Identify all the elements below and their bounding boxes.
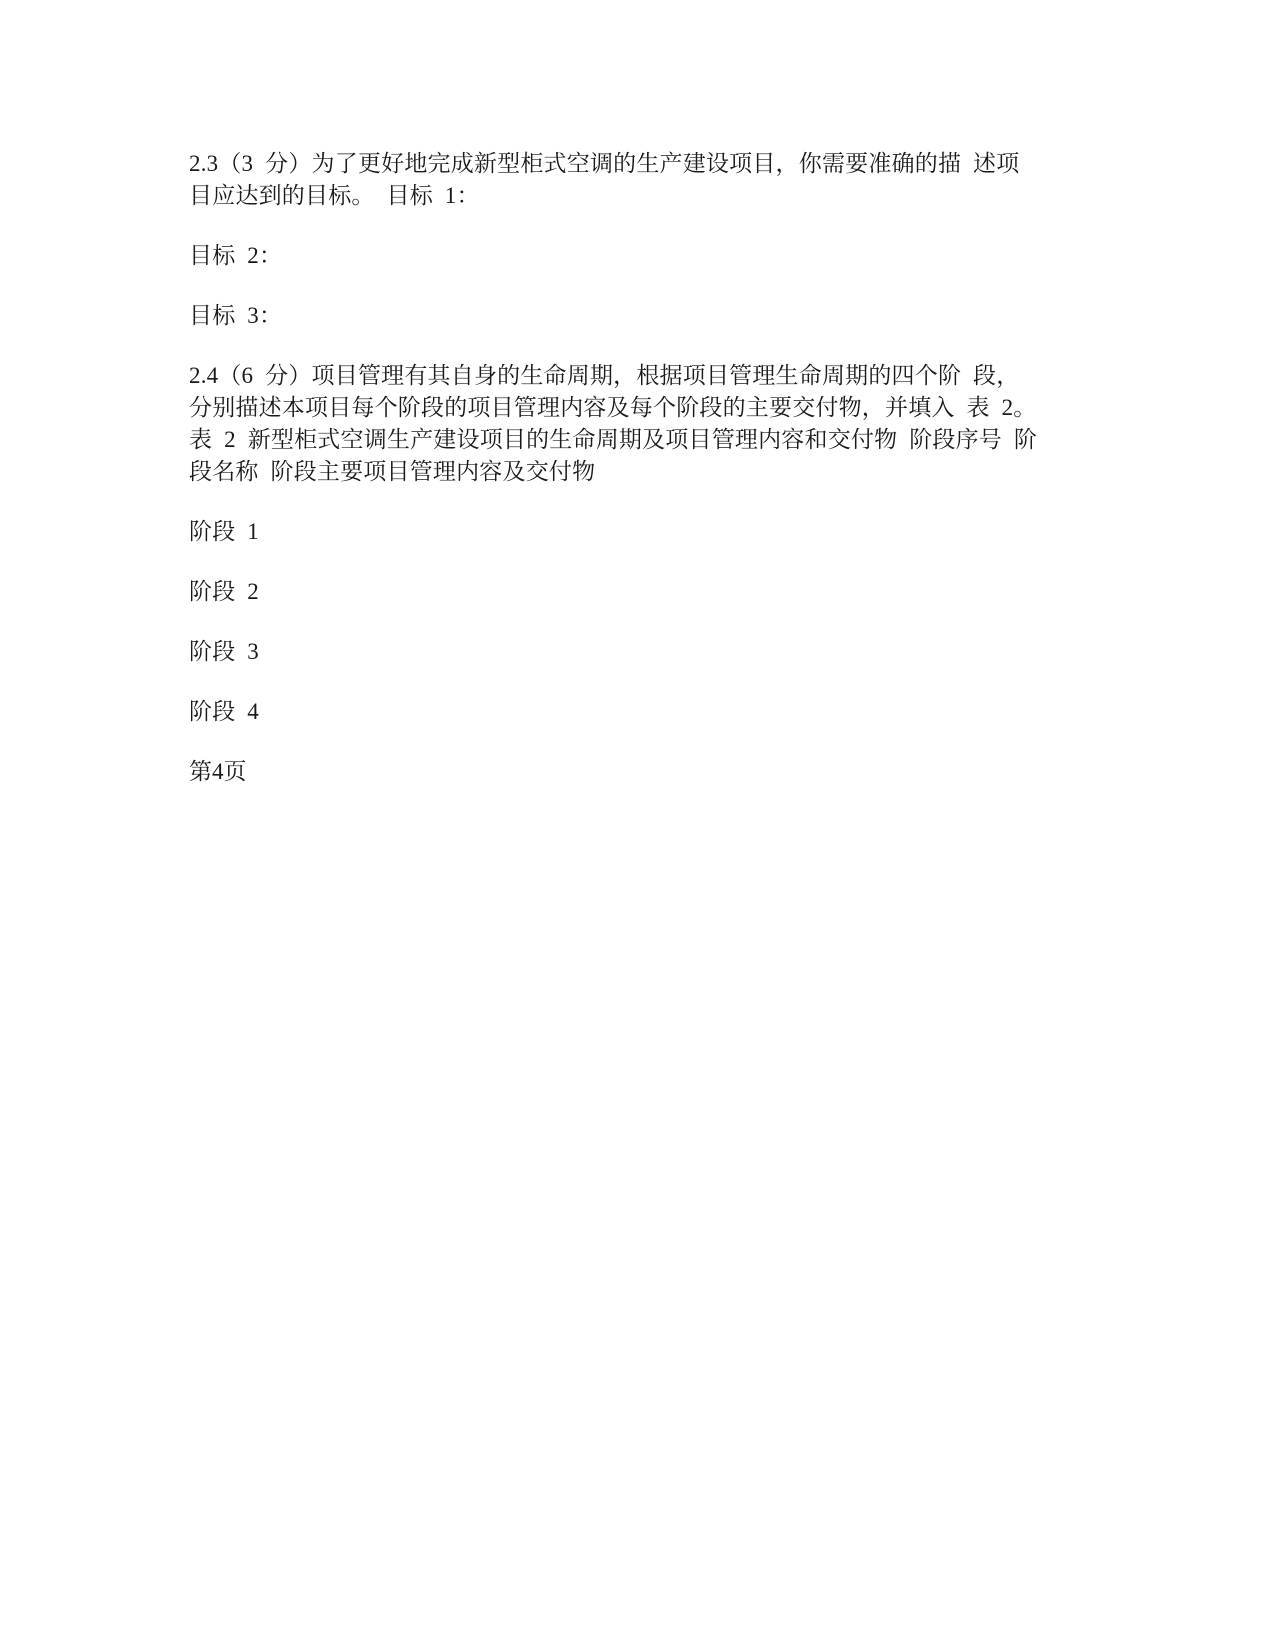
question-2-4-line-3: 表 2 新型柜式空调生产建设项目的生命周期及项目管理内容和交付物 阶段序号 阶 <box>189 427 1038 452</box>
stage-2-label: 阶段 2 <box>189 579 259 604</box>
question-2-3-line-1: 2.3（3 分）为了更好地完成新型柜式空调的生产建设项目，你需要准确的描 述项 <box>189 151 1020 176</box>
stage-1-label: 阶段 1 <box>189 519 259 544</box>
question-2-4-line-4: 段名称 阶段主要项目管理内容及交付物 <box>189 459 596 484</box>
question-2-4-line-1: 2.4（6 分）项目管理有其自身的生命周期，根据项目管理生命周期的四个阶 段， <box>189 363 1020 388</box>
page-number: 第4页 <box>189 759 247 784</box>
page-content <box>189 148 1109 788</box>
question-2-4-line-2: 分别描述本项目每个阶段的项目管理内容及每个阶段的主要交付物，并填入 表 2。 <box>189 395 1037 420</box>
question-2-4 <box>189 360 1109 488</box>
question-2-3-line-2: 目应达到的目标。 目标 1： <box>189 183 480 208</box>
stage-3-label: 阶段 3 <box>189 639 259 664</box>
stage-4-label: 阶段 4 <box>189 699 259 724</box>
question-2-3 <box>189 148 1109 212</box>
goal-2-label: 目标 2： <box>189 243 283 268</box>
goal-3-label: 目标 3： <box>189 303 283 328</box>
